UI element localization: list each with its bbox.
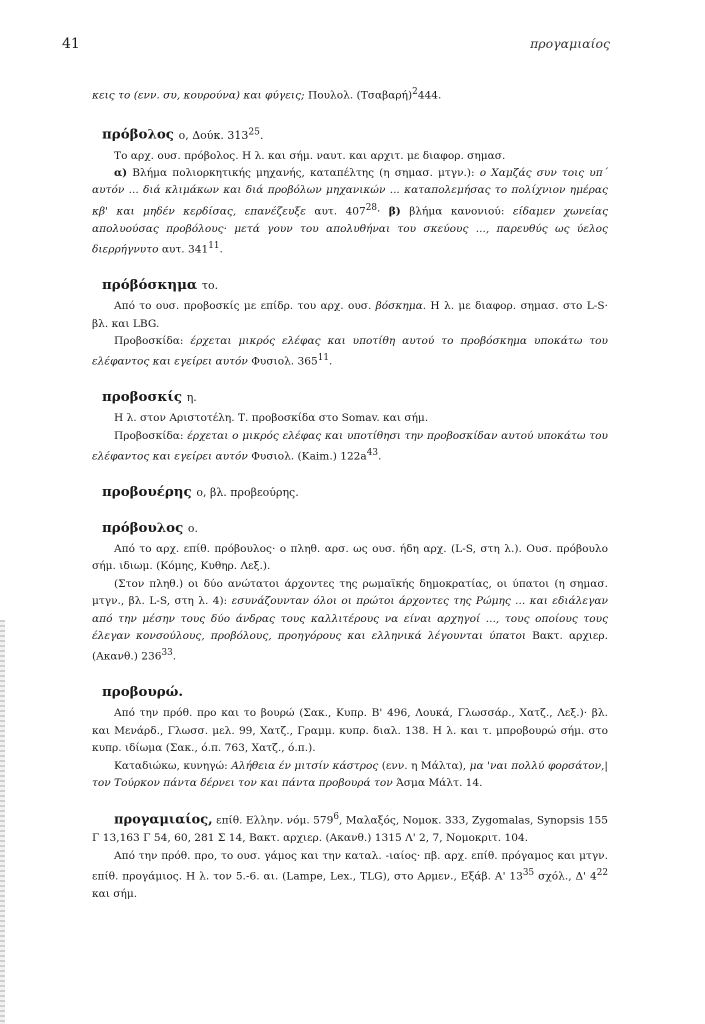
headword: πρόβόσκημα το. bbox=[102, 277, 219, 294]
entry-proboulos bbox=[92, 519, 608, 666]
quotation: είδαμεν χωνείας απολυούσας προβόλους· μετά γουν του απολυθήναι του σκεύους ..., παρευθύς ως ύελος διερρήγνυτο bbox=[92, 205, 609, 256]
definition: α) Βλήμα πολιορκητικής μηχανής, καταπέλτης (η σημασ. μτγν.): ο Χαμζάς συν τοις υπ΄ αυτόν ... διά κλιμάκων και διά προβόλων μηχανικών ... καταπολεμήσας το πολίχνιον ημέρας κβ' και μηδέν κερδίσας, επανέζευξε αυτ. $407^{28}\cdot \beta$) βλήμα κανονιού: είδαμεν χωνείας απολυούσας προβόλους· μετά γουν του απολυθήναι του σκεύους ..., παρευθύς ως ύελος διερρήγνυτο αυτ. $341^{11}$. bbox=[92, 167, 609, 256]
page-header bbox=[62, 36, 610, 56]
grammar-note: ο, βλ. προβεούρης. bbox=[196, 486, 299, 499]
etymology: Από την πρόθ. προ και το βουρώ (Σακ., Κυπρ. Β' 496, Λουκά, Γλωσσάρ., Χατζ., Λεξ.)· βλ. και Μενάρδ., Γλωσσ. μελ. 99, Χατζ., Γραμμ. κυπρ. διαλ. 138. Η λ. και τ. μπροβουρώ σήμ. στο κυπρ. ιδίωμα (Σακ., ό.π. 763, Χατζ., ό.π.). bbox=[92, 707, 608, 755]
definition: (Στον πληθ.) οι δύο ανώτατοι άρχοντες της ρωμαϊκής δημοκρατίας, οι ύπατοι (η σημασ. μτγν., βλ. L-S, στη λ. 4): εσυνάζουνταν όλοι οι πρώτοι άρχοντες της Ρώμης ... και εδιάλεγαν από την μέσην τους δύο άνδρας τους καλλιτέρους να είναι αρχηγοί ..., τους οποίους τους έλεγαν κονσούλους, προβόλους, προηγόρους και ελληνικά λέγουνται ύπατοι Βακτ. αρχιερ. (Ακανθ.) $236^{33}$. bbox=[92, 577, 608, 663]
grammar-note: η. bbox=[186, 391, 197, 405]
quotation: έρχεται ο μικρός ελέφας και υποτίθησι την προβοσκίδαν αυτού υποκάτω του ελέφαντος και εγείρει αυτόν bbox=[92, 429, 608, 463]
etymology: Από το ουσ. προβοσκίς με επίδρ. του αρχ. ουσ. βόσκημα. Η λ. με διαφορ. σημασ. στο L-S· βλ. και LBG. bbox=[92, 300, 608, 330]
quotation: Αλήθεια έν μιτσίν κάστρος bbox=[231, 759, 379, 772]
etymology: Το αρχ. ουσ. πρόβολος. Η λ. και σήμ. ναυτ. και αρχιτ. με διαφορ. σημασ. bbox=[114, 149, 506, 162]
entry-proboskis bbox=[92, 388, 608, 466]
etymology: Η λ. στον Αριστοτέλη. Τ. προβοσκίδα στο Somav. και σήμ. bbox=[114, 412, 429, 425]
grammar-note: ο, Δούκ. $313^{25}$. bbox=[178, 125, 264, 142]
running-head: προγαμιαίος bbox=[530, 36, 610, 51]
page-number: 41 bbox=[62, 36, 80, 52]
entry-progamiaios bbox=[92, 809, 608, 903]
definition: Καταδιώκω, κυνηγώ: Αλήθεια έν μιτσίν κάστρος (ενν. η Μάλτα), μα 'ναι πολλύ φορσάτον,| τον Τούρκον πάντα δέρνει τον και πάντα προβουρά τον Άσμα Μάλτ. 14. bbox=[92, 759, 608, 789]
carryover-line: κεις το (ενν. συ, κουρούνα) και φύγεις; Πουλολ. $(T\sigma\alpha\beta\alpha\rho ή)^2444$. bbox=[92, 87, 442, 102]
definition: Προβοσκίδα: έρχεται ο μικρός ελέφας και υποτίθησι την προβοσκίδαν αυτού υποκάτω του ελέφαντος και εγείρει αυτόν Φυσιολ. (Kaim.) $122a^{43}$. bbox=[92, 429, 608, 463]
entry-proboskima bbox=[92, 276, 608, 371]
quotation: ο Χαμζάς συν τοις υπ΄ αυτόν ... διά κλιμάκων και διά προβόλων μηχανικών ... καταπολεμήσας το πολίχνιον ημέρας κβ' και μηδέν κερδίσας, επανέζευξε bbox=[92, 167, 608, 218]
headword: προγαμιαίος, bbox=[114, 812, 213, 828]
headword: προβοσκίς η. bbox=[102, 389, 197, 406]
quotation: έρχεται μικρός ελέφας και υποτίθη αυτού το προβόσκημα υποκάτω του ελέφαντος και εγείρει αυτόν bbox=[92, 334, 608, 368]
headword: πρόβουλος ο. bbox=[102, 520, 199, 536]
headword: πρόβολος ο, Δούκ. $313^{25}$. bbox=[102, 125, 264, 143]
etymology: Από την πρόθ. προ, το ουσ. γάμος και την καταλ. -ιαίος· πβ. αρχ. επίθ. πρόγαμος και μτγν. επίθ. προγάμιος. Η λ. τον 5.-6. αι. (Lampe, Lex., TLG), στο Αρμεν., Εξάβ. Α' $13^{35}$ σχόλ., Δ' $4^{22}$ και σήμ. bbox=[92, 849, 608, 901]
definition: Προβοσκίδα: έρχεται μικρός ελέφας και υποτίθη αυτού το προβόσκημα υποκάτω του ελέφαντος και εγείρει αυτόν Φυσιολ. $365^{11}$. bbox=[92, 334, 608, 368]
grammar-note: το. bbox=[201, 279, 219, 293]
headword: προβουέρης ο, βλ. προβεούρης. bbox=[102, 484, 299, 500]
entry-probouro bbox=[92, 683, 608, 792]
headword-line: προγαμιαίος, επίθ. Ελλην. νόμ. $579^6$, Μαλαξός, Νομοκ. 333, Zygomalas, Synopsis 155 Γ 13,163 Γ 54, 60, 281 Σ 14, Βακτ. αρχιερ. (Ακανθ.) 1315 Λ' 2, 7, Νομοκριτ. 104. bbox=[92, 812, 608, 845]
entry-proboueris bbox=[92, 483, 608, 502]
headword: προβουρώ. bbox=[102, 684, 184, 701]
quotation: μα 'ναι πολλύ φορσάτον,| τον Τούρκον πάντα δέρνει τον και πάντα προβουρά τον bbox=[92, 759, 608, 789]
quotation: εσυνάζουνταν όλοι οι πρώτοι άρχοντες της Ρώμης ... και εδιάλεγαν από την μέσην τους δύο άνδρας τους καλλιτέρους να είναι αρχηγοί ..., τους οποίους τους έλεγαν κονσούλους, προβόλους, προηγόρους και ελληνικά λέγουνται ύπατοι bbox=[92, 595, 608, 643]
entry-probolos bbox=[92, 122, 608, 259]
etymology: Από το αρχ. επίθ. πρόβουλος· ο πληθ. αρσ. ως ουσ. ήδη αρχ. (L-S, στη λ.). Ουσ. πρόβουλο σήμ. ιδιωμ. (Κόμης, Κυθηρ. Λεξ.). bbox=[92, 543, 608, 573]
grammar-note: ο. bbox=[187, 522, 199, 535]
dictionary-body bbox=[92, 84, 608, 904]
scan-edge-artifact bbox=[0, 620, 5, 1024]
